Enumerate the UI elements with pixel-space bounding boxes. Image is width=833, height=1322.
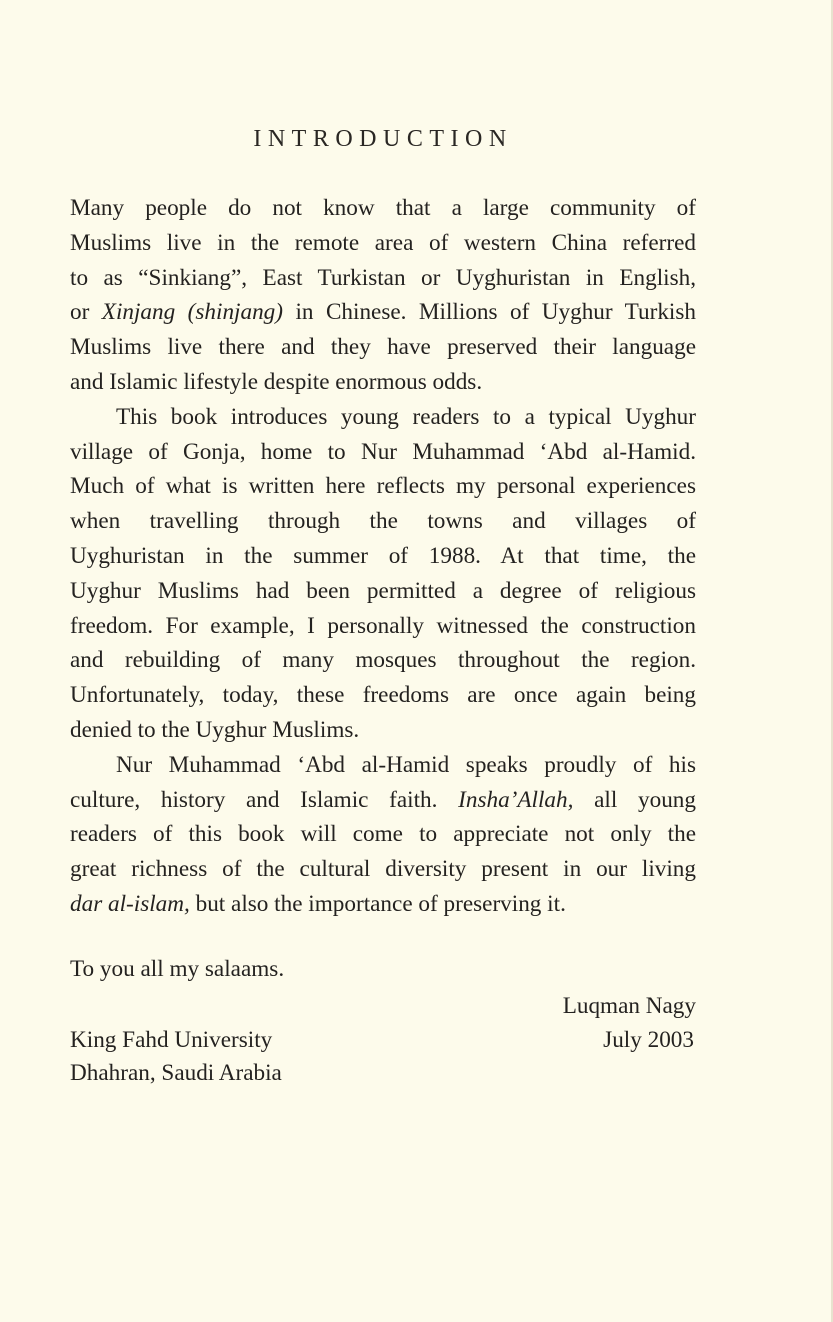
text-line: great richness of the cultural diversity present in our living	[70, 856, 696, 883]
italic-term: dar al-islam,	[70, 890, 190, 917]
address-block	[70, 1024, 282, 1090]
text-line: freedom. For example, I personally witnessed the construction	[70, 612, 696, 639]
text-line: Nur Muhammad ‘Abd al-Hamid speaks proudly of his	[116, 751, 696, 778]
paragraph-1	[70, 191, 696, 400]
text-line: Muslims live in the remote area of western China referred	[70, 229, 696, 256]
paragraph-2	[70, 400, 696, 748]
text-line: denied to the Uyghur Muslims.	[70, 716, 360, 743]
text-line: and rebuilding of many mosques throughout the region.	[70, 647, 696, 674]
text-line: when travelling through the towns and villages of	[70, 508, 696, 535]
salutation: To you all my salaams.	[70, 956, 285, 982]
text-line: village of Gonja, home to Nur Muhammad ‘Abd al-Hamid.	[70, 438, 696, 465]
text-line: or Xinjang (shinjang) in Chinese. Millions of Uyghur Turkish	[70, 299, 696, 326]
paragraph-3	[70, 748, 696, 922]
author-name: Luqman Nagy	[562, 993, 696, 1019]
text-line: to as “Sinkiang”, East Turkistan or Uyghuristan in English,	[70, 264, 696, 291]
signature-date: July 2003	[603, 1027, 694, 1053]
italic-term: Xinjang (shinjang)	[101, 299, 283, 326]
text-line: Uyghuristan in the summer of 1988. At that time, the	[70, 542, 696, 569]
text-line: dar al-islam, but also the importance of preserving it.	[70, 890, 566, 917]
address-line-2: Dhahran, Saudi Arabia	[70, 1060, 282, 1086]
text-line: culture, history and Islamic faith. Insha’Allah, all young	[70, 786, 696, 813]
italic-term: Insha’Allah,	[458, 786, 574, 813]
text-line: Uyghur Muslims had been permitted a degree of religious	[70, 577, 696, 604]
text-line: Much of what is written here reflects my personal experiences	[70, 473, 696, 500]
page-title: INTRODUCTION	[253, 126, 513, 152]
text-line: Unfortunately, today, these freedoms are once again being	[70, 682, 696, 709]
text-line: This book introduces young readers to a typical Uyghur	[116, 403, 696, 430]
address-line-1: King Fahd University	[70, 1027, 273, 1053]
text-line: Many people do not know that a large community of	[70, 195, 696, 221]
introduction-body	[70, 191, 696, 922]
signature-block	[563, 989, 696, 1057]
text-line: Muslims live there and they have preserved their language	[70, 334, 696, 361]
text-line: and Islamic lifestyle despite enormous odds.	[70, 368, 483, 395]
text-line: readers of this book will come to appreciate not only the	[70, 821, 696, 848]
